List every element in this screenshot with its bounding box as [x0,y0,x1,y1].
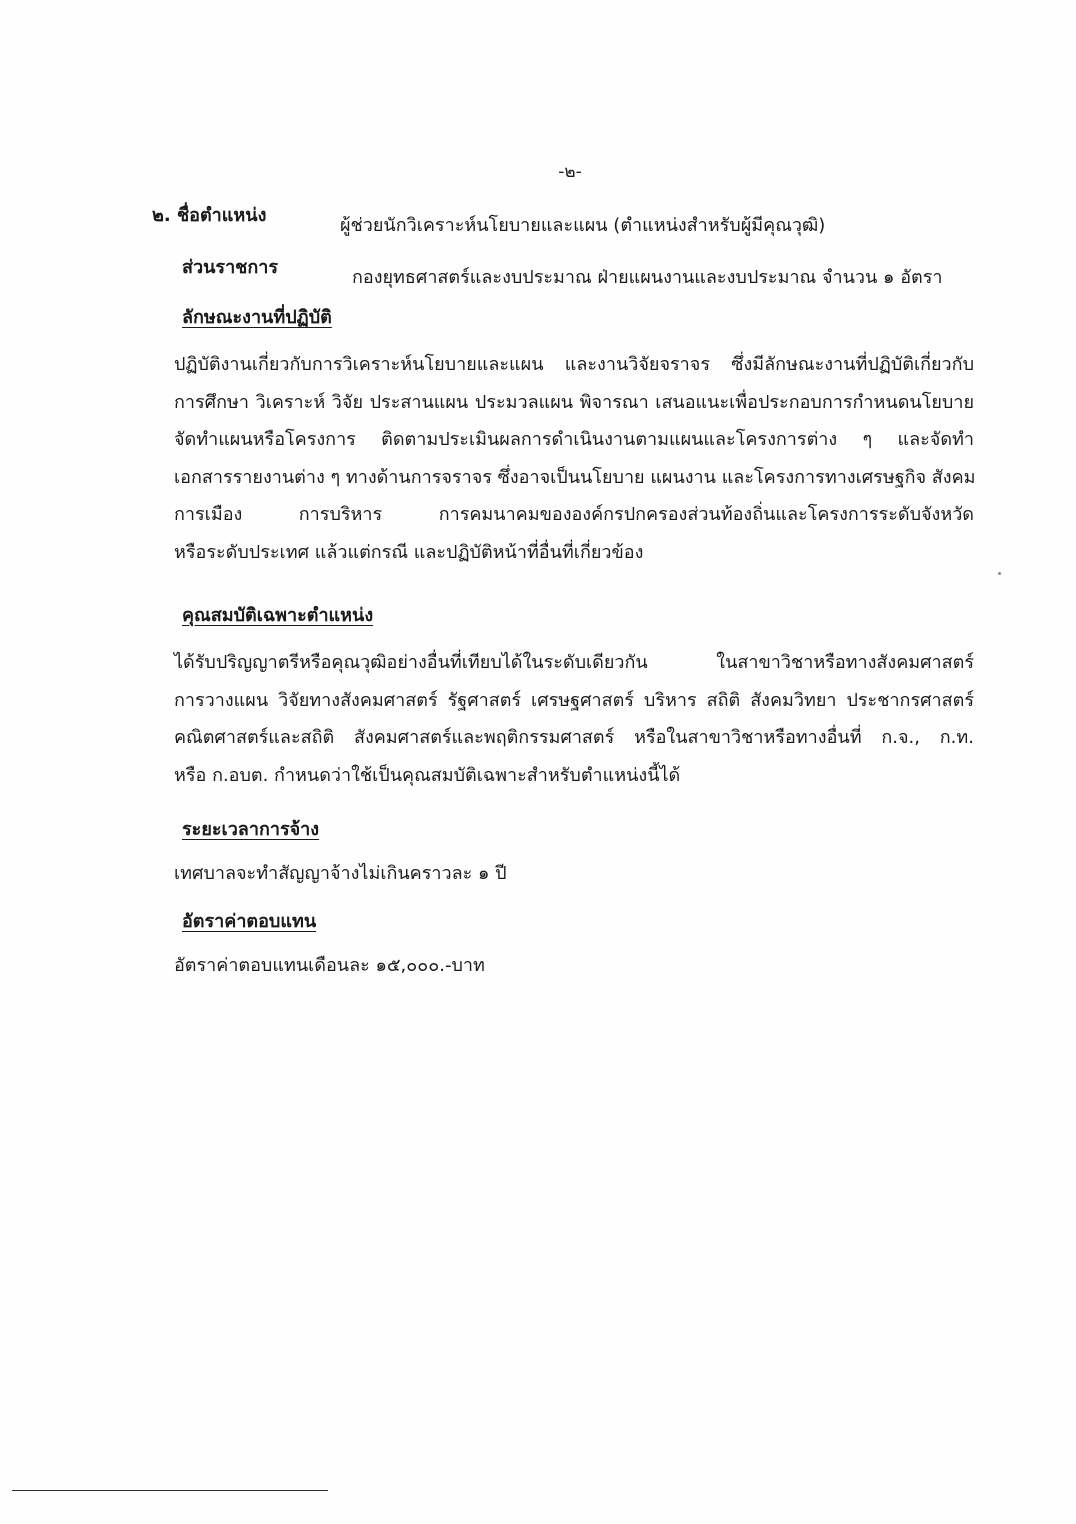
duties-line: การศึกษา วิเคราะห์ วิจัย ประสานแผน ประมวลแผน พิจารณา เสนอแนะเพื่อประกอบการกำหนดนโยบาย [174,391,974,413]
position-value: ผู้ช่วยนักวิเคราะห์นโยบายและแผน (ตำแหน่งสำหรับผู้มีคุณวุฒิ) [340,215,826,236]
qualifications-paragraph [174,644,974,794]
page-number: -๒- [558,162,582,182]
department-value: กองยุทธศาสตร์และงบประมาณ ฝ่ายแผนงานและงบประมาณ จำนวน ๑ อัตรา [352,267,943,288]
department-label: ส่วนราชการ [182,257,279,278]
duties-line: จัดทำแผนหรือโครงการ ติดตามประเมินผลการดำเนินงานตามแผนและโครงการต่าง ๆ และจัดทำ [174,429,974,450]
qualifications-line: การวางแผน วิจัยทางสังคมศาสตร์ รัฐศาสตร์ เศรษฐศาสตร์ บริหาร สถิติ สังคมวิทยา ประชากรศาสตร์ [174,689,974,711]
duties-line: หรือระดับประเทศ แล้วแต่กรณี และปฏิบัติหน้าที่อื่นที่เกี่ยวข้อง [174,541,644,563]
duties-line: ปฏิบัติงานเกี่ยวกับการวิเคราะห์นโยบายและแผน และงานวิจัยจราจร ซึ่งมีลักษณะงานที่ปฏิบัติเกี่ยวกับ [174,354,974,375]
duties-line: เอกสารรายงานต่าง ๆ ทางด้านการจราจร ซึ่งอาจเป็นนโยบาย แผนงาน และโครงการทางเศรษฐกิจ สังคม [174,466,976,488]
duties-paragraph [174,346,974,571]
duties-line: การเมือง การบริหาร การคมนาคมขององค์กรปกครองส่วนท้องถิ่นและโครงการระดับจังหวัด [174,504,974,525]
qualifications-line: คณิตศาสตร์และสถิติ สังคมศาสตร์และพฤติกรรมศาสตร์ หรือในสาขาวิชาหรือทางอื่นที่ ก.จ., ก.ท. [174,727,974,748]
qualifications-line: หรือ ก.อบต. กำหนดว่าใช้เป็นคุณสมบัติเฉพาะสำหรับตำแหน่งนี้ได้ [174,764,681,786]
duties-heading: ลักษณะงานที่ปฏิบัติ [182,307,332,328]
compensation-text: อัตราค่าตอบแทนเดือนละ ๑๕,๐๐๐.-บาท [174,955,485,976]
footer-rule [12,1490,328,1491]
compensation-heading: อัตราค่าตอบแทน [182,911,317,932]
qualifications-line: ได้รับปริญญาตรีหรือคุณวุฒิอย่างอื่นที่เทียบได้ในระดับเดียวกัน ในสาขาวิชาหรือทางสังคมศาสตร์ [174,652,974,673]
qualifications-heading: คุณสมบัติเฉพาะตำแหน่ง [182,605,374,626]
position-label: ๒. ชื่อตำแหน่ง [152,205,267,226]
scan-speck [998,572,1001,575]
employment-period-heading: ระยะเวลาการจ้าง [182,819,320,840]
employment-period-text: เทศบาลจะทำสัญญาจ้างไม่เกินคราวละ ๑ ปี [174,863,507,884]
